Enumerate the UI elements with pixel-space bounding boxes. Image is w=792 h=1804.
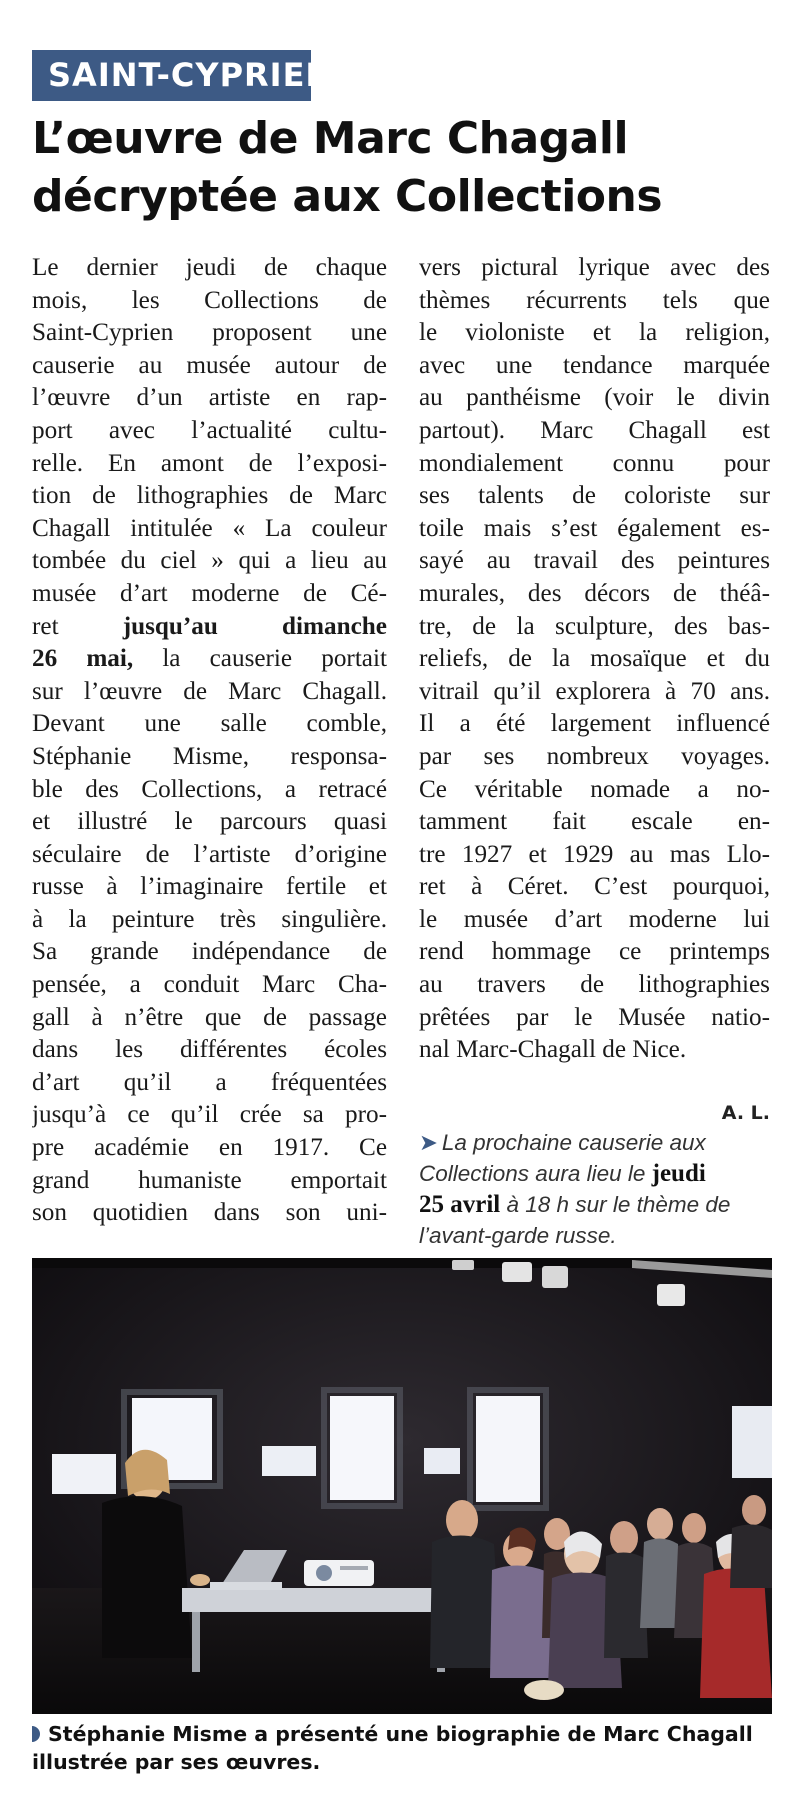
body-line: ble des Collections, a retracé (32, 775, 387, 803)
body-line: vers pictural lyrique avec des (419, 254, 770, 281)
body-line: au panthéisme (voir le divin (419, 384, 770, 412)
body-line: rend hommage ce printemps (419, 938, 770, 966)
caption-line (32, 1720, 777, 1748)
body-line: tombée du ciel » qui a lieu au (32, 547, 387, 575)
body-line: mondialement connu pour (419, 449, 770, 477)
headline-line: décryptée aux Collections (32, 171, 663, 222)
body-line: reliefs, de la mosaïque et du (419, 645, 770, 673)
note-line (419, 1158, 774, 1189)
body-line: tion de lithographies de Marc (32, 482, 387, 510)
body-line: séculaire de l’artiste d’origine (32, 840, 387, 868)
body-line: Chagall intitulée « La couleur (32, 514, 387, 542)
body-line: Saint-Cyprien proposent une (32, 319, 387, 347)
body-line: dans les différentes écoles (32, 1036, 387, 1064)
date-highlight: 26 mai, (32, 645, 134, 673)
note-text: Collections aura lieu le (419, 1161, 646, 1186)
note-date: 25 avril (419, 1191, 501, 1218)
note-line (419, 1127, 774, 1158)
body-fragment: la causerie portait (162, 645, 387, 673)
caption-line: illustrée par ses œuvres. (32, 1750, 321, 1774)
body-line: jusqu’à ce qu’il crée sa pro- (32, 1101, 387, 1129)
body-line: pre académie en 1917. Ce (32, 1134, 387, 1162)
body-line: le musée d’art moderne lui (419, 905, 770, 933)
body-line: tre 1927 et 1929 au mas Llo- (419, 840, 770, 868)
body-line: Ce véritable nomade a no- (419, 775, 770, 803)
body-line: grand humaniste emportait (32, 1166, 387, 1194)
caption-text: Stéphanie Misme a présenté une biographie de Marc Chagall (48, 1722, 753, 1746)
body-line: au travers de lithographies (419, 971, 770, 999)
body-line: nal Marc-Chagall de Nice. (419, 1036, 687, 1064)
body-line: d’art qu’il a fréquentées (32, 1068, 387, 1096)
body-line (32, 643, 387, 676)
author-signature: A. L. (721, 1102, 770, 1124)
photo-icon (32, 1258, 772, 1714)
body-line: pensée, a conduit Marc Cha- (32, 971, 387, 999)
body-line: Le dernier jeudi de chaque (32, 254, 387, 281)
body-line: toile mais s’est également es- (419, 514, 770, 542)
arrow-icon: ➤ (419, 1130, 438, 1155)
headline-line: L’œuvre de Marc Chagall (32, 113, 629, 164)
section-kicker: SAINT-CYPRIEN (32, 50, 311, 101)
body-line: vitrail qu’il explorera à 70 ans. (419, 677, 770, 705)
body-line: port avec l’actualité cultu- (32, 416, 387, 444)
note-line (419, 1189, 774, 1220)
body-line (32, 611, 387, 644)
note-text: La prochaine causerie aux (441, 1130, 706, 1155)
body-line: avec une tendance marquée (419, 351, 770, 379)
body-line: thèmes récurrents tels que (419, 286, 770, 314)
body-line: à la peinture très singulière. (32, 905, 387, 933)
body-line: prêtées par le Musée natio- (419, 1003, 770, 1031)
body-line: musée d’art moderne de Cé- (32, 579, 387, 607)
caption-marker-icon (32, 1726, 40, 1742)
body-line: Il a été largement influencé (419, 710, 770, 738)
body-line: ret à Céret. C’est pourquoi, (419, 873, 770, 901)
body-line: tre, de la sculpture, des bas- (419, 612, 770, 640)
body-line: Devant une salle comble, (32, 710, 387, 738)
note-date: jeudi (651, 1160, 706, 1187)
note-line: l’avant-garde russe. (419, 1223, 617, 1248)
event-note (419, 1127, 774, 1251)
body-line: par ses nombreux voyages. (419, 742, 770, 770)
date-highlight: jusqu’au dimanche (122, 612, 387, 640)
body-line: partout). Marc Chagall est (419, 416, 770, 444)
article-photo (32, 1258, 772, 1714)
body-line: son quotidien dans son uni- (32, 1199, 387, 1227)
note-text: à 18 h sur le thème de (506, 1192, 731, 1217)
body-line: tamment fait escale en- (419, 808, 770, 836)
body-line: gall à n’être que de passage (32, 1003, 387, 1031)
body-fragment: ret (32, 612, 59, 640)
body-line: Stéphanie Misme, responsa- (32, 742, 387, 770)
body-line: murales, des décors de théâ- (419, 579, 770, 607)
photo-caption (32, 1720, 777, 1776)
article-column-right (419, 252, 770, 1067)
body-line: le violoniste et la religion, (419, 319, 770, 347)
body-line: russe à l’imaginaire fertile et (32, 873, 387, 901)
headline (32, 110, 772, 226)
body-line: relle. En amont de l’exposi- (32, 449, 387, 477)
body-line: ses talents de coloriste sur (419, 482, 770, 510)
body-line: sur l’œuvre de Marc Chagall. (32, 677, 387, 705)
body-line: Sa grande indépendance de (32, 938, 387, 966)
body-line: sayé au travail des peintures (419, 547, 770, 575)
article-column-left (32, 252, 387, 1230)
body-line: causerie au musée autour de (32, 351, 387, 379)
body-line: mois, les Collections de (32, 286, 387, 314)
body-line: l’œuvre d’un artiste en rap- (32, 384, 387, 412)
body-line: et illustré le parcours quasi (32, 808, 387, 836)
